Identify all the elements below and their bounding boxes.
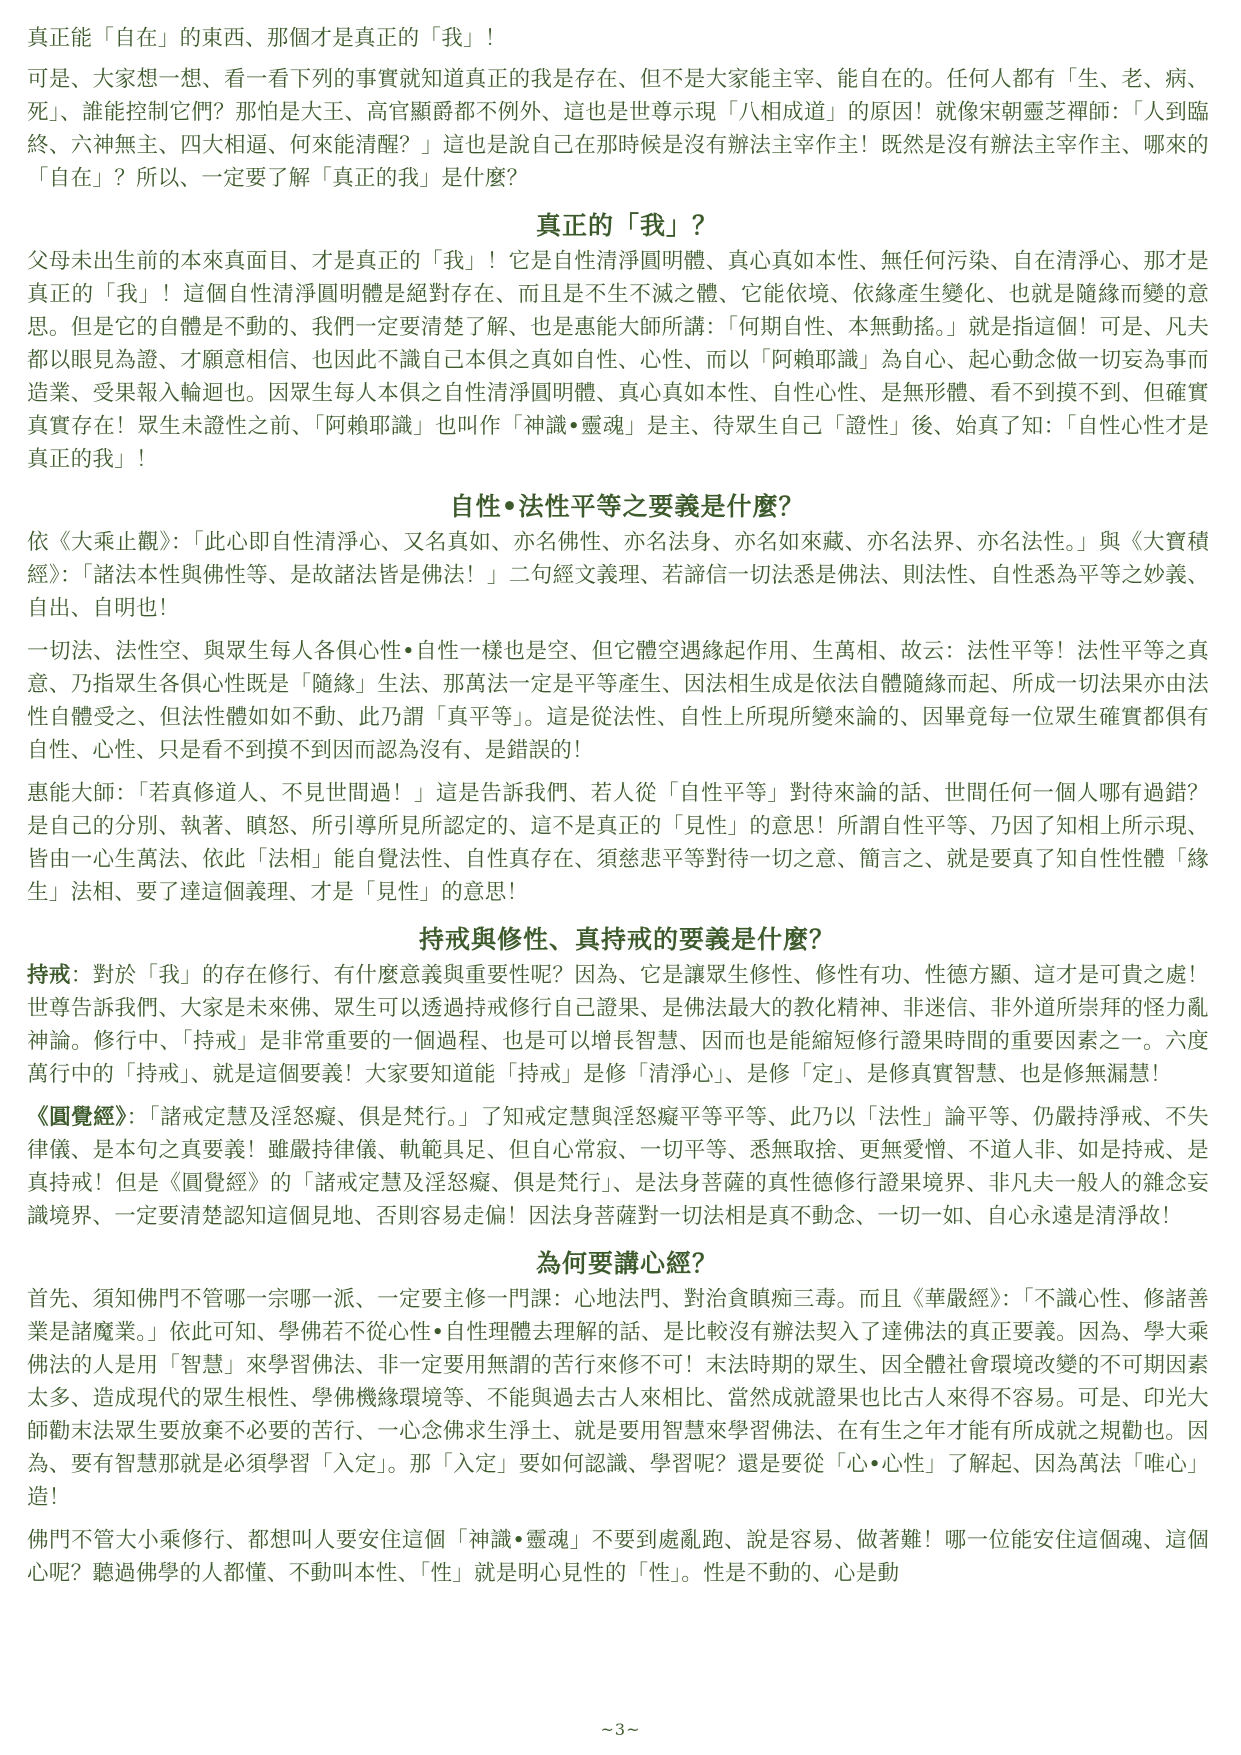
paragraph-lead-precepts: 持戒 <box>27 963 71 988</box>
paragraph-true-self-question: 可是、大家想一想、看一看下列的事實就知道真正的我是存在、但不是大家能主宰、能自在的。任何人都有「生、老、病、死」、誰能控制它們？那怕是大王、高官顯爵都不例外、這也是世尊示現「八相成道」的原因！就像宋朝靈芝禪師：「人到臨終、六神無主、四大相逼、何來能清醒？」這也是說自己在那時候是沒有辦法主宰作主！既然是沒有辦法主宰作主、哪來的「自在」？所以、一定要了解「真正的我」是什麼？ <box>27 67 1209 191</box>
paragraph-heart-sutra: 首先、須知佛門不管哪一宗哪一派、一定要主修一門課：心地法門、對治貪瞋痴三毒。而且《華嚴經》：「不識心性、修諸善業是諸魔業。」依此可知、學佛若不從心性•自性理體去理解的話、是比較沒有辦法契入了達佛法的真正要義。因為、學大乘佛法的人是用「智慧」來學習佛法、非一定要用無謂的苦行來修不可！末法時期的眾生、因全體社會環境改變的不可期因素太多、造成現代的眾生根性、學佛機緣環境等、不能與過去古人來相比、當然成就證果也比古人來得不容易。可是、印光大師勸末法眾生要放棄不必要的苦行、一心念佛求生淨土、就是要用智慧來學習佛法、在有生之年才能有所成就之規勸也。因為、要有智慧那就是必須學習「入定」。那「入定」要如何認識、學習呢？還是要從「心•心性」了解起、因為萬法「唯心」造！ <box>27 1287 1209 1510</box>
paragraph-true-self: 父母未出生前的本來真面目、才是真正的「我」！它是自性清淨圓明體、真心真如本性、無任何污染、自在清淨心、那才是真正的「我」！這個自性清淨圓明體是絕對存在、而且是不生不滅之體、它能依境、依緣產生變化、也就是隨緣而變的意思。但是它的自體是不動的、我們一定要清楚了解、也是惠能大師所講：「何期自性、本無動搖。」就是指這個！可是、凡夫都以眼見為證、才願意相信、也因此不識自己本俱之真如自性、心性、而以「阿賴耶識」為自心、起心動念做一切妄為事而造業、受果報入輪迴也。因眾生每人本俱之自性清淨圓明體、真心真如本性、自性心性、是無形體、看不到摸不到、但確實真實存在！眾生未證性之前、「阿賴耶識」也叫作「神識•靈魂」是主、待眾生自己「證性」後、始真了知：「自性心性才是真正的我」！ <box>27 249 1209 472</box>
heading-heart-sutra: 為何要講心經？ <box>535 1249 718 1278</box>
page-number: ~3~ <box>600 1720 641 1739</box>
paragraph-spirit: 佛門不管大小乘修行、都想叫人要安住這個「神識•靈魂」不要到處亂跑、說是容易、做著難！哪一位能安住這個魂、這個心呢？聽過佛學的人都懂、不動叫本性、「性」就是明心見性的「性」。性是不動的、心是動 <box>27 1528 1209 1586</box>
paragraph-lead-yuanjue: 《圓覺經》 <box>27 1105 127 1130</box>
heading-true-self: 真正的「我」？ <box>535 211 718 240</box>
paragraph-huineng: 惠能大師：「若真修道人、不見世間過！」這是告訴我們、若人從「自性平等」對待來論的話、世間任何一個人哪有過錯？是自己的分別、執著、瞋怒、所引導所見所認定的、這不是真正的「見性」的意思！所謂自性平等、乃因了知相上所示現、皆由一心生萬法、依此「法相」能自覺法性、自性真存在、須慈悲平等對待一切之意、簡言之、就是要真了知自性性體「緣生」法相、要了達這個義理、才是「見性」的意思！ <box>27 781 1209 905</box>
heading-equality: 自性•法性平等之要義是什麼？ <box>449 492 805 521</box>
paragraph-equality-sutra: 依《大乘止觀》：「此心即自性清淨心、又名真如、亦名佛性、亦名法身、亦名如來藏、亦名法界、亦名法性。」與《大寶積經》：「諸法本性與佛性等、是故諸法皆是佛法！」二句經文義理、若諦信一切法悉是佛法、則法性、自性悉為平等之妙義、自出、自明也！ <box>27 530 1209 621</box>
paragraph-yuanjue-body: ：「諸戒定慧及淫怒癡、俱是梵行。」了知戒定慧與淫怒癡平等平等、此乃以「法性」論平等、仍嚴持淨戒、不失律儀、是本句之真要義！雖嚴持律儀、軌範具足、但自心常寂、一切平等、悉無取捨、更無愛憎、不道人非、如是持戒、是真持戒！但是《圓覺經》的「諸戒定慧及淫怒癡、俱是梵行」、是法身菩薩的真性德修行證果境界、非凡夫一般人的雜念妄識境界、一定要清楚認知這個見地、否則容易走偏！因法身菩薩對一切法相是真不動念、一切一如、自心永遠是清淨故！ <box>27 1105 1209 1229</box>
paragraph-yuanjue <box>27 1101 1209 1233</box>
paragraph-precepts <box>27 959 1209 1091</box>
heading-precepts: 持戒與修性、真持戒的要義是什麼？ <box>418 925 835 954</box>
paragraph-precepts-body: ：對於「我」的存在修行、有什麼意義與重要性呢？因為、它是讓眾生修性、修性有功、性德方顯、這才是可貴之處！世尊告訴我們、大家是未來佛、眾生可以透過持戒修行自己證果、是佛法最大的教化精神、非迷信、非外道所崇拜的怪力亂神論。修行中、「持戒」是非常重要的一個過程、也是可以增長智慧、因而也是能縮短修行證果時間的重要因素之一。六度萬行中的「持戒」、就是這個要義！大家要知道能「持戒」是修「清淨心」、是修「定」、是修真實智慧、也是修無漏慧！ <box>27 963 1209 1087</box>
paragraph-intro-line: 真正能「自在」的東西、那個才是真正的「我」！ <box>27 26 507 51</box>
paragraph-equality-dharma: 一切法、法性空、與眾生每人各俱心性•自性一樣也是空、但它體空遇緣起作用、生萬相、故云：法性平等！法性平等之真意、乃指眾生各俱心性既是「隨緣」生法、那萬法一定是平等產生、因法相生成是依法自體隨緣而起、所成一切法果亦由法性自體受之、但法性體如如不動、此乃謂「真平等」。這是從法性、自性上所現所變來論的、因畢竟每一位眾生確實都俱有自性、心性、只是看不到摸不到因而認為沒有、是錯誤的！ <box>27 639 1209 763</box>
